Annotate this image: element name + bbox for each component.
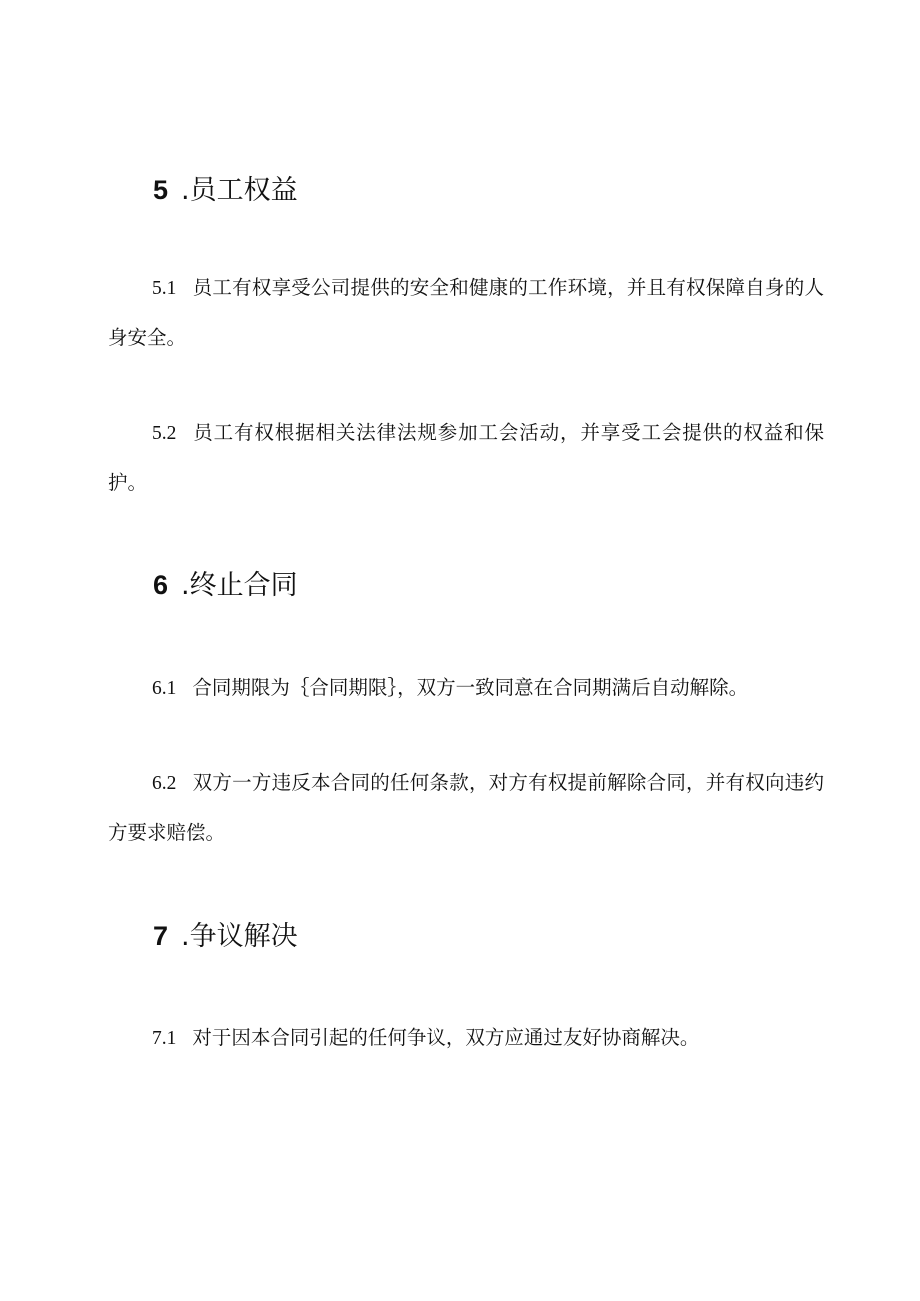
clause-paragraph xyxy=(108,663,824,713)
clause-number: 6.2 xyxy=(152,773,177,794)
clause-number: 6.1 xyxy=(152,678,177,699)
clause-text: 合同期限为｛合同期限｝，双方一致同意在合同期满后自动解除。 xyxy=(192,676,749,699)
clause-number: 5.1 xyxy=(152,278,177,299)
clause-number: 7.1 xyxy=(152,1028,177,1049)
clause-paragraph xyxy=(108,408,824,507)
section-number: 6 xyxy=(153,570,169,600)
section-title: .员工权益 xyxy=(181,175,298,206)
clause-text: 对于因本合同引起的任何争议，双方应通过友好协商解决。 xyxy=(192,1026,700,1049)
section-title: .终止合同 xyxy=(181,570,298,601)
section-number: 7 xyxy=(153,921,169,951)
clause-text: 双方一方违反本合同的任何条款，对方有权提前解除合同，并有权向违约方要求赔偿。 xyxy=(108,771,824,844)
section-number: 5 xyxy=(153,175,169,205)
clause-text: 员工有权享受公司提供的安全和健康的工作环境，并且有权保障自身的人身安全。 xyxy=(108,276,824,349)
clause-paragraph xyxy=(108,1013,824,1063)
clause-text: 员工有权根据相关法律法规参加工会活动，并享受工会提供的权益和保护。 xyxy=(108,421,824,494)
clause-number: 5.2 xyxy=(152,423,177,444)
section-heading xyxy=(153,172,298,209)
clause-paragraph xyxy=(108,758,824,857)
section-heading xyxy=(153,567,298,604)
clause-paragraph xyxy=(108,263,824,362)
section-title: .争议解决 xyxy=(181,921,298,952)
section-heading xyxy=(153,918,298,955)
